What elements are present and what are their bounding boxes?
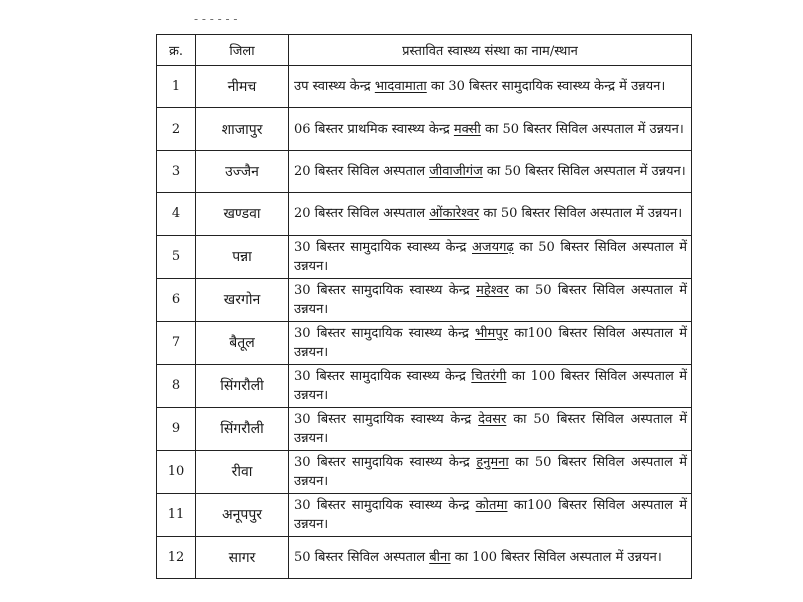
table-row — [157, 321, 692, 364]
table-row — [157, 450, 692, 493]
serial-cell: 8 — [157, 364, 196, 407]
place-name: बीना — [429, 549, 451, 565]
description-prefix: 30 बिस्तर सामुदायिक स्वास्थ्य केन्द्र — [294, 497, 476, 513]
table-row — [157, 536, 692, 578]
place-name: जीवाजीगंज — [429, 163, 483, 179]
district-cell: सिंगरौली — [196, 407, 289, 450]
description-cell — [289, 364, 692, 407]
description-prefix: उप स्वास्थ्य केन्द्र — [294, 79, 375, 95]
description-cell — [289, 66, 692, 108]
description-suffix: का100 बिस्तर सिविल अस्पताल में उन्नयन। — [294, 325, 687, 360]
description-suffix: का 50 बिस्तर सिविल अस्पताल में उन्नयन। — [479, 206, 683, 222]
description-cell — [289, 407, 692, 450]
place-name: कोतमा — [475, 497, 508, 513]
table-row — [157, 235, 692, 278]
serial-cell: 10 — [157, 450, 196, 493]
serial-cell: 11 — [157, 493, 196, 536]
serial-cell: 2 — [157, 108, 196, 150]
description-suffix: का 50 बिस्तर सिविल अस्पताल में उन्नयन। — [294, 282, 687, 317]
table-body — [157, 66, 692, 579]
description-prefix: 30 बिस्तर सामुदायिक स्वास्थ्य केन्द्र — [294, 454, 477, 470]
serial-cell: 5 — [157, 235, 196, 278]
place-name: भादवामाता — [374, 79, 427, 95]
header-fragment: - - - - - - — [194, 12, 238, 26]
serial-header: क्र. — [157, 35, 196, 66]
description-prefix: 20 बिस्तर सिविल अस्पताल — [294, 206, 430, 222]
district-cell: बैतूल — [196, 321, 289, 364]
district-cell: खरगोन — [196, 278, 289, 321]
description-suffix: का 50 बिस्तर सिविल अस्पताल में उन्नयन। — [294, 239, 687, 274]
description-suffix: का 50 बिस्तर सिविल अस्पताल में उन्नयन। — [482, 163, 686, 179]
description-cell — [289, 450, 692, 493]
description-prefix: 20 बिस्तर सिविल अस्पताल — [294, 163, 430, 179]
description-suffix: का 50 बिस्तर सिविल अस्पताल में उन्नयन। — [294, 454, 687, 489]
description-cell — [289, 150, 692, 192]
place-name: मक्सी — [453, 121, 481, 137]
table-row — [157, 493, 692, 536]
serial-cell: 1 — [157, 66, 196, 108]
description-cell — [289, 108, 692, 150]
description-prefix: 06 बिस्तर प्राथमिक स्वास्थ्य केन्द्र — [294, 121, 454, 137]
district-cell: सागर — [196, 536, 289, 578]
district-cell: अनूपपुर — [196, 493, 289, 536]
serial-cell: 3 — [157, 150, 196, 192]
table-row — [157, 278, 692, 321]
table-row — [157, 66, 692, 108]
place-name: अजयगढ़ — [472, 239, 514, 255]
description-cell — [289, 193, 692, 235]
serial-cell: 7 — [157, 321, 196, 364]
table-header-row — [157, 35, 692, 66]
district-cell: खण्डवा — [196, 193, 289, 235]
serial-cell: 12 — [157, 536, 196, 578]
place-name: भीमपुर — [475, 325, 509, 341]
table-row — [157, 364, 692, 407]
description-suffix: का 50 बिस्तर सिविल अस्पताल में उन्नयन। — [294, 411, 687, 446]
place-name: ओंकारेश्वर — [429, 206, 480, 222]
description-prefix: 50 बिस्तर सिविल अस्पताल — [294, 549, 430, 565]
description-suffix: का 100 बिस्तर सिविल अस्पताल में उन्नयन। — [294, 368, 687, 403]
place-name: चितरंगी — [471, 368, 507, 384]
district-cell: पन्ना — [196, 235, 289, 278]
document-page — [132, 0, 692, 570]
description-prefix: 30 बिस्तर सामुदायिक स्वास्थ्य केन्द्र — [294, 368, 472, 384]
place-name: महेश्वर — [476, 282, 509, 298]
district-cell: उज्जैन — [196, 150, 289, 192]
description-suffix: का 50 बिस्तर सिविल अस्पताल में उन्नयन। — [480, 121, 684, 137]
table-row — [157, 150, 692, 192]
table-row — [157, 108, 692, 150]
serial-cell: 9 — [157, 407, 196, 450]
table-row — [157, 407, 692, 450]
serial-cell: 4 — [157, 193, 196, 235]
district-cell: शाजापुर — [196, 108, 289, 150]
description-cell — [289, 493, 692, 536]
description-suffix: का 30 बिस्तर सामुदायिक स्वास्थ्य केन्द्र में उन्नयन। — [426, 79, 666, 95]
description-suffix: का100 बिस्तर सिविल अस्पताल में उन्नयन। — [294, 497, 688, 532]
health-institution-table — [156, 34, 692, 579]
description-prefix: 30 बिस्तर सामुदायिक स्वास्थ्य केन्द्र — [294, 325, 476, 341]
district-cell: रीवा — [196, 450, 289, 493]
place-name: हनुमना — [476, 454, 509, 470]
place-name: देवसर — [478, 411, 507, 427]
description-cell — [289, 278, 692, 321]
district-cell: सिंगरौली — [196, 364, 289, 407]
description-prefix: 30 बिस्तर सामुदायिक स्वास्थ्य केन्द्र — [294, 282, 477, 298]
district-header: जिला — [196, 35, 289, 66]
description-header: प्रस्तावित स्वास्थ्य संस्था का नाम/स्थान — [289, 35, 692, 66]
district-cell: नीमच — [196, 66, 289, 108]
description-cell — [289, 235, 692, 278]
description-cell — [289, 321, 692, 364]
description-prefix: 30 बिस्तर सामुदायिक स्वास्थ्य केन्द्र — [294, 411, 479, 427]
description-suffix: का 100 बिस्तर सिविल अस्पताल में उन्नयन। — [450, 549, 662, 565]
table-row — [157, 193, 692, 235]
description-cell — [289, 536, 692, 578]
serial-cell: 6 — [157, 278, 196, 321]
description-prefix: 30 बिस्तर सामुदायिक स्वास्थ्य केन्द्र — [294, 239, 472, 255]
